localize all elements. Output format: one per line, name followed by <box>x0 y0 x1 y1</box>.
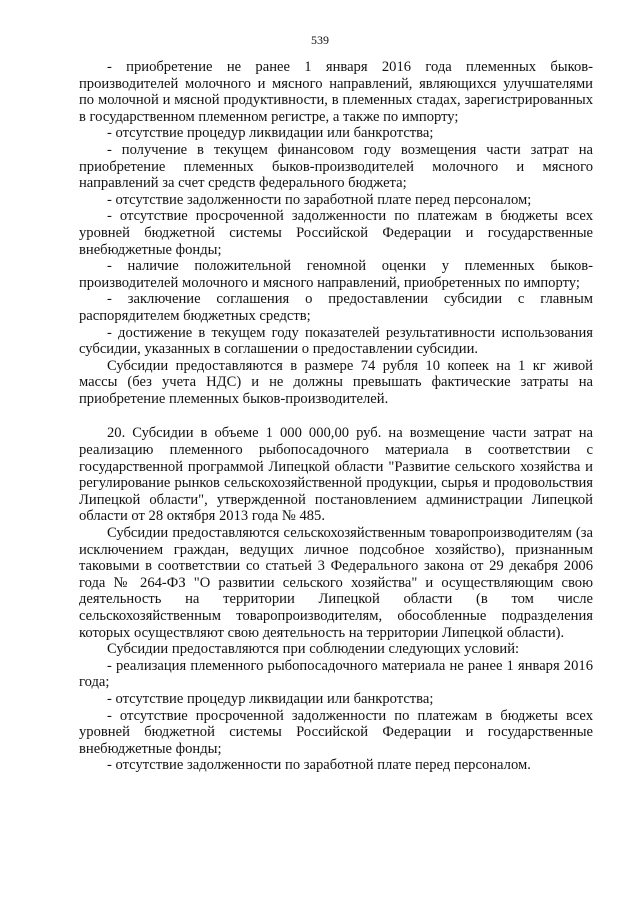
paragraph-condition-purchase-date: - приобретение не ранее 1 января 2016 года племенных быков-производителей молочного и мясного направлений, являющихся улучшателями по молочной и мясной продуктивности, в племенных стадах, зарегистрированных в государственном племенном регистре, а также по импорту; <box>79 59 593 125</box>
paragraph-condition-no-budget-debt-2: - отсутствие просроченной задолженности по платежам в бюджеты всех уровней бюджетной системы Российской Федерации и государственные внебюджетные фонды; <box>79 707 593 757</box>
paragraph-recipients: Субсидии предоставляются сельскохозяйственным товаропроизводителям (за исключением граждан, ведущих личное подсобное хозяйство), признанным таковыми в соответствии со статьей 3 Федерального закона от 29 декабря 2006 года № 264-ФЗ "О развитии сельского хозяйства" и осуществляющим свою деятельность на территории Липецкой области (в том числе сельскохозяйственным товаропроизводителям, обособленные подразделения которых осуществляют свою деятельность на территории Липецкой области). <box>79 525 593 641</box>
paragraph-conditions-intro: Субсидии предоставляются при соблюдении следующих условий: <box>107 641 520 658</box>
paragraph-condition-no-liquidation-2: - отсутствие процедур ликвидации или банкротства; <box>107 690 434 707</box>
paragraph-condition-genomic-evaluation: - наличие положительной геномной оценки у племенных быков-производителей молочного и мясного направлений, приобретенных по импорту; <box>79 258 593 291</box>
paragraph-condition-performance: - достижение в текущем году показателей результативности использования субсидии, указанных в соглашении о предоставлении субсидии. <box>79 324 593 358</box>
paragraph-condition-fish-sale-date: - реализация племенного рыбопосадочного материала не ранее 1 января 2016 года; <box>79 657 593 691</box>
paragraph-condition-federal-compensation: - получение в текущем финансовом году возмещения части затрат на приобретение племенных быков-производителей молочного и мясного направлений за счет средств федерального бюджета; <box>79 141 593 192</box>
paragraph-condition-no-budget-debt: - отсутствие просроченной задолженности по платежам в бюджеты всех уровней бюджетной системы Российской Федерации и государственные внебюджетные фонды; <box>79 208 593 258</box>
paragraph-condition-no-salary-debt: - отсутствие задолженности по заработной плате перед персоналом; <box>107 191 532 208</box>
page-number: 539 <box>311 33 329 47</box>
paragraph-section-20: 20. Субсидии в объеме 1 000 000,00 руб. на возмещение части затрат на реализацию племенного рыбопосадочного материала в соответствии с государственной программой Липецкой области "Развитие сельского хозяйства и регулирование рынков сельскохозяйственной продукции, сырья и продовольствия Липецкой области", утвержденной постановлением администрации Липецкой области от 28 октября 2013 года № 485. <box>79 425 593 525</box>
paragraph-condition-no-salary-debt-2: - отсутствие задолженности по заработной плате перед персоналом. <box>107 757 531 774</box>
paragraph-condition-no-liquidation: - отсутствие процедур ликвидации или банкротства; <box>107 125 434 142</box>
document-body <box>79 59 593 774</box>
paragraph-subsidy-rate: Субсидии предоставляются в размере 74 рубля 10 копеек на 1 кг живой массы (без учета НДС) и не должны превышать фактические затраты на приобретение племенных быков-производителей. <box>79 357 593 407</box>
paragraph-condition-agreement: - заключение соглашения о предоставлении субсидии с главным распорядителем бюджетных средств; <box>79 291 593 324</box>
